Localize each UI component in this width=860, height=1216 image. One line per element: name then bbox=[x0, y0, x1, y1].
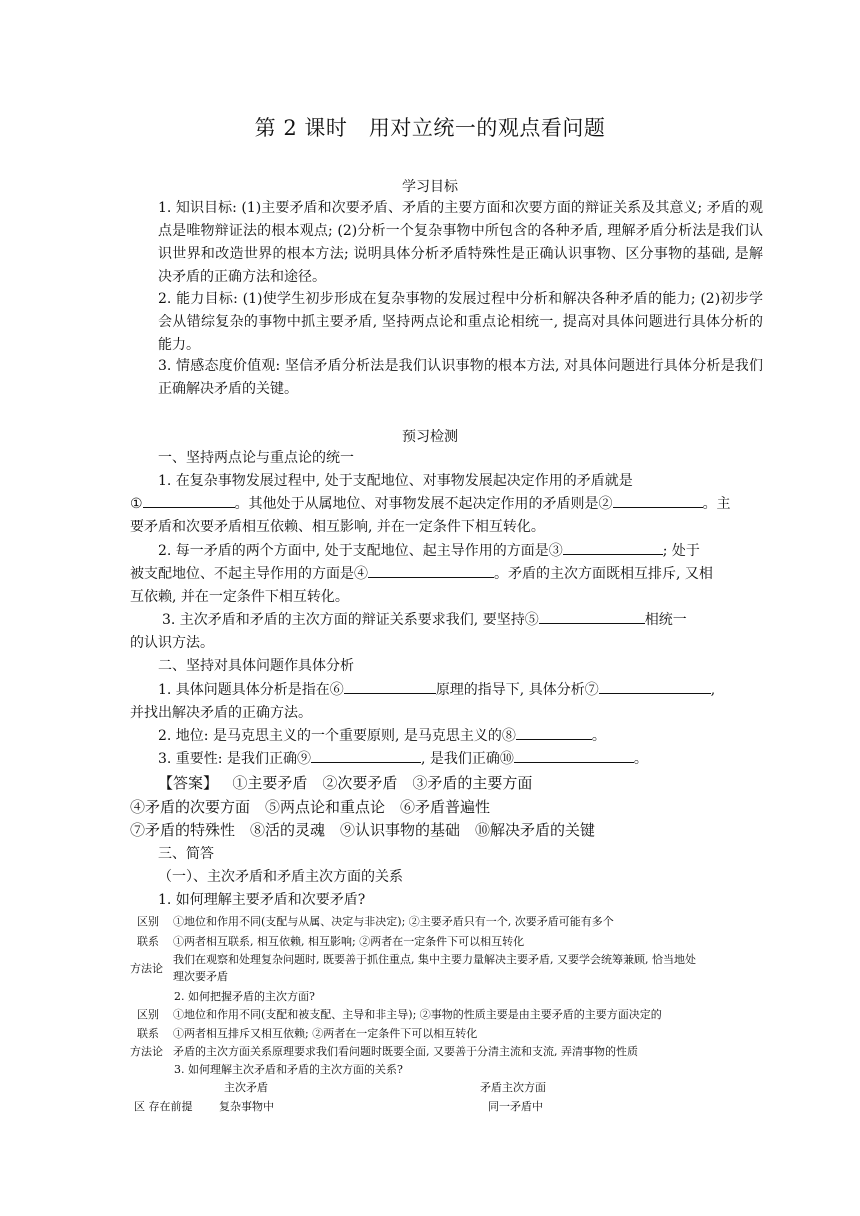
table3-row-main-contradiction: 复杂事物中 bbox=[219, 1100, 274, 1113]
table2-label-method: 方法论 bbox=[130, 1045, 163, 1058]
blank-10[interactable] bbox=[514, 748, 634, 763]
goal-attitude: 3. 情感态度价值观: 坚信矛盾分析法是我们认识事物的根本方法, 对具体问题进行具体分析是我们正确解决矛盾的关键。 bbox=[158, 358, 763, 397]
table1-label-method: 方法论 bbox=[130, 962, 163, 975]
question-4-line2: 并找出解决矛盾的正确方法。 bbox=[130, 705, 312, 721]
preview-heading: 预习检测 bbox=[402, 429, 458, 445]
qa-question-2: 2. 如何把握矛盾的主次方面? bbox=[174, 990, 315, 1003]
goal-knowledge: 1. 知识目标: (1)主要矛盾和次要矛盾、矛盾的主要方面和次要方面的辩证关系及其意义; 矛盾的观点是唯物辩证法的根本观点; (2)分析一个复杂事物中所包含的各种矛盾, 理解矛盾分析法是我们认识世界和改造世界的根本方法; 说明具体分析矛盾特殊性是正确认识事物、区分事物的基础, 是解决矛盾的正确方法和途径。 bbox=[158, 200, 763, 285]
table3-header-main-contradiction: 主次矛盾 bbox=[224, 1081, 268, 1094]
answers-line1: 【答案】 ①主要矛盾 ②次要矛盾 ③矛盾的主要方面 bbox=[158, 774, 533, 792]
question-6-line: 3. 重要性: 是我们正确⑨ , 是我们正确⑩ 。 bbox=[158, 748, 648, 768]
qa-question-3: 3. 如何理解主次矛盾和矛盾的主次方面的关系? bbox=[174, 1063, 403, 1076]
answers-line2: ④矛盾的次要方面 ⑤两点论和重点论 ⑥矛盾普遍性 bbox=[130, 798, 491, 816]
table2-label-relation: 联系 bbox=[137, 1027, 159, 1040]
question-5-line: 2. 地位: 是马克思主义的一个重要原则, 是马克思主义的⑧ 。 bbox=[158, 725, 606, 745]
blank-9[interactable] bbox=[311, 748, 421, 763]
table2-text-relation: ①两者相互排斥又相互依赖; ②两者在一定条件下可以相互转化 bbox=[173, 1027, 478, 1040]
table1-label-relation: 联系 bbox=[137, 935, 159, 948]
table1-text-method: 我们在观察和处理复杂问题时, 既要善于抓住重点, 集中主要力量解决主要矛盾, 又要学会统筹兼顾, 恰当地处 bbox=[173, 953, 696, 966]
subsection-one-heading: （一）、主次矛盾和矛盾主次方面的关系 bbox=[158, 869, 403, 885]
answers-line3: ⑦矛盾的特殊性 ⑧活的灵魂 ⑨认识事物的基础 ⑩解决矛盾的关键 bbox=[130, 821, 596, 839]
table1-text-difference: ①地位和作用不同(支配与从属、决定与非决定); ②主要矛盾只有一个, 次要矛盾可能有多个 bbox=[173, 915, 614, 928]
table1-label-difference: 区别 bbox=[137, 915, 159, 928]
page-title: 第 2 课时 用对立统一的观点看问题 bbox=[254, 116, 606, 140]
section-three-heading: 三、简答 bbox=[158, 846, 214, 862]
blank-4[interactable] bbox=[368, 563, 494, 578]
section-two-heading: 二、坚持对具体问题作具体分析 bbox=[158, 658, 354, 674]
question-2-line3: 互依赖, 并在一定条件下相互转化。 bbox=[130, 589, 349, 605]
table2-text-method: 矛盾的主次方面关系原理要求我们看问题时既要全面, 又要善于分清主流和支流, 弄清事物的性质 bbox=[173, 1045, 638, 1058]
question-3-line1: 3. 主次矛盾和矛盾的主次方面的辩证关系要求我们, 要坚持⑤ 相统一 bbox=[162, 609, 687, 629]
goals-heading: 学习目标 bbox=[402, 179, 458, 195]
question-2-line1: 2. 每一矛盾的两个方面中, 处于支配地位、起主导作用的方面是③ ; 处于 bbox=[158, 540, 700, 560]
section-one-heading: 一、坚持两点论与重点论的统一 bbox=[158, 450, 354, 466]
blank-5[interactable] bbox=[539, 609, 645, 624]
question-3-line2: 的认识方法。 bbox=[130, 635, 214, 651]
blank-8[interactable] bbox=[516, 725, 592, 740]
table1-text-method-cont: 理次要矛盾 bbox=[173, 970, 228, 983]
question-2-line2: 被支配地位、不起主导作用的方面是④ 。矛盾的主次方面既相互排斥, 又相 bbox=[130, 563, 713, 583]
question-1-line1: 1. 在复杂事物发展过程中, 处于支配地位、对事物发展起决定作用的矛盾就是 bbox=[158, 473, 633, 489]
table2-label-difference: 区别 bbox=[137, 1008, 159, 1021]
question-4-line1: 1. 具体问题具体分析是指在⑥ 原理的指导下, 具体分析⑦ , bbox=[158, 679, 715, 699]
table2-text-difference: ①地位和作用不同(支配和被支配、主导和非主导); ②事物的性质主要是由主要矛盾的主要方面决定的 bbox=[173, 1008, 662, 1021]
table3-header-contradiction-aspects: 矛盾主次方面 bbox=[480, 1081, 546, 1094]
answer-label: 【答案】 bbox=[158, 774, 219, 792]
question-1-line3: 要矛盾和次要矛盾相互依赖、相互影响, 并在一定条件下相互转化。 bbox=[130, 519, 545, 535]
blank-7[interactable] bbox=[599, 679, 711, 694]
table3-row-label: 区 存在前提 bbox=[134, 1100, 193, 1113]
qa-question-1: 1. 如何理解主要矛盾和次要矛盾? bbox=[158, 892, 366, 908]
question-1-line2: ① 。其他处于从属地位、对事物发展不起决定作用的矛盾则是② 。主 bbox=[130, 493, 731, 513]
blank-2[interactable] bbox=[613, 493, 703, 508]
goal-ability: 2. 能力目标: (1)使学生初步形成在复杂事物的发展过程中分析和解决各种矛盾的能力; (2)初步学会从错综复杂的事物中抓主要矛盾, 坚持两点论和重点论相统一, 提高对具体问题进行具体分析的能力。 bbox=[158, 291, 763, 353]
blank-1[interactable] bbox=[143, 493, 235, 508]
blank-6[interactable] bbox=[344, 679, 436, 694]
blank-3[interactable] bbox=[563, 540, 663, 555]
table3-row-contradiction-aspects: 同一矛盾中 bbox=[488, 1100, 543, 1113]
table1-text-relation: ①两者相互联系, 相互依赖, 相互影响; ②两者在一定条件下可以相互转化 bbox=[173, 935, 525, 948]
